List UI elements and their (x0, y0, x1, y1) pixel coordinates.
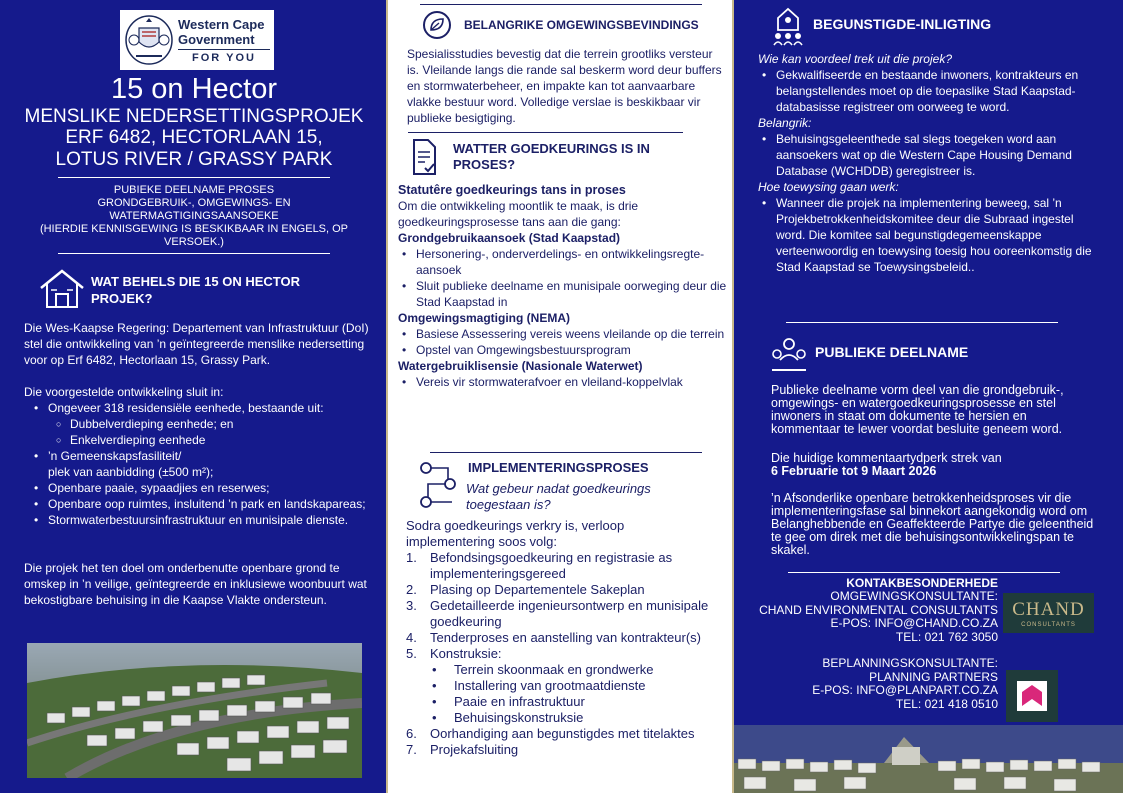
step-number: 6. (406, 726, 417, 741)
logo-line1: Western Cape (178, 17, 265, 32)
participation-heading: PUBLIEKE DEELNAME (815, 344, 969, 360)
beneficiary-q3: Hoe toewysing gaan werk: (758, 180, 899, 194)
divider (58, 177, 330, 178)
chand-logo (1003, 593, 1094, 633)
statutory-text: Om die ontwikkeling moontlik te maak, is drie goedkeuringsprosesse tans aan die gang: (398, 199, 639, 229)
list-item: ○ Enkelverdieping eenhede (30, 432, 370, 448)
item-line: plek van aanbidding (±500 m²); (48, 465, 214, 479)
notice-line-5: VERSOEK.) (164, 236, 224, 248)
env-text: Spesialisstudies bevestig dat die terrein grootliks versteur is. Vleilande langs die rande sal beskerm word deur buffers en stormwaterbeheer, en impakte kan tot aanvaarbare vlakke bestuur word. Volledige verslae is beskikbaar vir publieke besigtiging. (407, 47, 722, 125)
list-item (406, 550, 726, 582)
list-item: ○ Dubbelverdieping eenhede; en (30, 416, 370, 432)
water-heading: Watergebruiklisensie (Nasionale Waterwet) (398, 359, 643, 373)
statutory-heading: Statutêre goedkeurings tans in proses (398, 183, 626, 197)
page-title: 15 on Hector (110, 73, 278, 105)
implementation-question: Wat gebeur nadat goedkeurings toegestaan is? (466, 481, 651, 512)
plan-name: PLANNING PARTNERS (869, 669, 998, 684)
divider (58, 253, 330, 254)
coat-of-arms-icon (124, 14, 174, 66)
env-role: OMGEWINGSKONSULTANTE: (830, 589, 998, 603)
list-item (406, 598, 726, 630)
wcg-logo (120, 10, 274, 70)
subtitle-line-3: LOTUS RIVER / GRASSY PARK (55, 149, 333, 170)
list-item: • Paaie en infrastruktuur (406, 694, 726, 710)
people-group-icon (772, 6, 804, 46)
list-item: • Behuisingskonstruksie (406, 710, 726, 726)
list-item: • Stormwaterbestuursinfrastruktuur en munisipale dienste. (30, 512, 370, 528)
env-tel: TEL: 021 762 3050 (895, 629, 998, 644)
logo-line3: FOR YOU (178, 49, 270, 64)
list-item: • Hersonering-, onderverdelings- en ontwikkelingsregte-aansoek (398, 246, 728, 278)
process-flow-icon (418, 460, 458, 510)
implementation-intro: Sodra goedkeurings verkry is, verloop implementering soos volg: (406, 518, 625, 549)
list-item: • Openbare oop ruimtes, insluitend ’n park en landskapareas; (30, 496, 370, 512)
left-panel (0, 0, 388, 793)
implementation-heading: IMPLEMENTERINGSPROSES (468, 460, 649, 475)
list-item: • Sluit publieke deelname en munisipale oorweging deur die Stad Kaapstad in (398, 278, 728, 310)
list-item: • Gekwalifiseerde en bestaande inwoners, kontrakteurs en belangstellendes moet op die toepaslike Stad Kaapstad-databasisse registreer om oorweeg te word. (758, 67, 1098, 115)
step-number: 4. (406, 630, 417, 645)
project-heading-line-2: PROJEK? (91, 291, 153, 306)
approvals-heading-line-2: PROSES? (453, 157, 516, 172)
chand-logo-sub: CONSULTANTS (1021, 622, 1076, 628)
step-text: Tenderproses en aanstelling van kontrakteur(s) (430, 630, 701, 645)
divider (408, 132, 683, 133)
list-item (406, 630, 726, 646)
list-item: • Terrein skoonmaak en grondwerke (406, 662, 726, 678)
middle-panel (388, 0, 734, 793)
step-text: Gedetailleerde ingenieursontwerp en munisipale goedkeuring (430, 598, 709, 629)
step-text: Befondsingsgoedkeuring en registrasie as implementeringsgereed (430, 550, 673, 581)
list-item: • Wanneer die projek na implementering beweeg, sal ’n Projekbetrokkenheidskomitee deur die Subraad ingestel word. Die komitee sal begunstigdegemeenskappe verteenwoordig en toewysing toesig hou ooreenkomstig die Stad Kaapstad se Toewysingsbeleid.. (758, 195, 1098, 275)
subtitle-line-1: MENSLIKE NEDERSETTINGSPROJEK (24, 106, 364, 127)
divider (788, 572, 1060, 573)
notice-line-3: WATERMAGTIGINGSAANSOEKE (109, 210, 279, 222)
implementation-steps (406, 550, 726, 758)
list-item (406, 726, 726, 742)
step-text: Oorhandiging aan begunstigdes met titelaktes (430, 726, 695, 741)
participation-text-1: Publieke deelname vorm deel van die grondgebruik-, omgewings- en watergoedkeuringsprosesse en stel inwoners in staat om dokumente te hersien en kommentaar te lewer voordat besluite geneem word. (771, 383, 1064, 436)
project-list-intro: Die voorgestelde ontwikkeling sluit in: (24, 385, 224, 399)
planning-partners-logo-icon (1006, 670, 1058, 722)
contacts-heading: KONTAKBESONDERHEDE (846, 576, 998, 590)
list-item: • Vereis vir stormwaterafvoer en vleiland-koppelvlak (398, 374, 728, 390)
notice-line-2: GRONDGEBRUIK-, OMGEWINGS- EN (97, 197, 291, 209)
list-item (406, 742, 726, 758)
step-text: Konstruksie: (430, 646, 502, 661)
participation-text-2: Die huidige kommentaartydperk strek van (771, 451, 1002, 465)
planning-consultant (744, 657, 998, 711)
env-name: CHAND ENVIRONMENTAL CONSULTANTS (759, 602, 998, 617)
beneficiary-q1: Wie kan voordeel trek uit die projek? (758, 52, 952, 66)
approvals-body (398, 182, 728, 390)
housing-render-image (734, 725, 1123, 793)
step-number: 1. (406, 550, 417, 565)
land-use-heading: Grondgebruikaansoek (Stad Kaapstad) (398, 231, 621, 245)
env-email[interactable]: E-POS: INFO@CHAND.CO.ZA (830, 616, 998, 630)
list-item: • Installering van grootmaatdienste (406, 678, 726, 694)
comment-period: 6 Februarie tot 9 Maart 2026 (771, 464, 937, 478)
beneficiary-q2: Belangrik: (758, 116, 812, 130)
plan-email[interactable]: E-POS: INFO@PLANPART.CO.ZA (812, 683, 998, 697)
participation-text-3: ’n Afsonderlike openbare betrokkenheidsproses vir die implementeringsfase sal binnekort aangekondig word om Belanghebbende en Geaffekteerde Partye die geleentheid te gee om direk met die behuisingsontwikkelingspan te skakel. (771, 491, 1094, 557)
project-intro: Die Wes-Kaapse Regering: Departement van Infrastruktuur (DoI) stel die ontwikkeling van ’n geïntegreerde menslike nedersetting voor op Erf 6482, Hectorlaan 15, Grassy Park. (24, 321, 369, 367)
env-heading: BELANGRIKE OMGEWINGSBEVINDINGS (464, 18, 699, 32)
step-text: Plasing op Departementele Sakeplan (430, 582, 645, 597)
leaf-badge-icon (422, 10, 452, 40)
list-item: • Basiese Assessering vereis weens vleilande op die terrein (398, 326, 728, 342)
chand-logo-text: CHAND (1012, 599, 1085, 620)
project-closing: Die projek het ten doel om onderbenutte openbare grond te omskep in ’n veilige, geïntegreerde en inklusiewe woonbuurt wat bekostigbare behuising in die Kaapse Vlakte ondersteun. (24, 561, 367, 607)
logo-line2: Government (178, 32, 255, 47)
notice-line-1: PUBIEKE DEELNAME PROSES (113, 184, 275, 196)
project-heading-line-1: WAT BEHELS DIE 15 ON HECTOR (91, 274, 300, 289)
list-item: • Ongeveer 318 residensiële eenhede, bestaande uit: (30, 400, 370, 416)
step-text: Projekafsluiting (430, 742, 519, 757)
meeting-people-icon (770, 336, 808, 372)
env-consultant (744, 590, 998, 644)
subtitle-line-2: ERF 6482, HECTORLAAN 15, (65, 127, 323, 148)
divider (786, 322, 1058, 323)
divider (430, 452, 702, 453)
step-number: 5. (406, 646, 417, 661)
list-item: • Openbare paaie, sypaadjies en reserwes; (30, 480, 370, 496)
right-panel (734, 0, 1123, 793)
document-check-icon (410, 138, 438, 176)
notice-line-4: (HIERDIE KENNISGEWING IS BESKIKBAAR IN ENGELS, OP (39, 223, 349, 235)
beneficiary-heading: BEGUNSTIGDE-INLIGTING (813, 16, 992, 32)
divider (420, 4, 702, 5)
project-list (30, 400, 370, 528)
development-render-image (27, 643, 362, 778)
plan-tel: TEL: 021 418 0510 (895, 696, 998, 711)
list-item (30, 448, 370, 480)
list-item: • Opstel van Omgewingsbestuursprogram (398, 342, 728, 358)
list-item: • Behuisingsgeleenthede sal slegs toegeken word aan aansoekers wat op die Western Cape Housing Demand Database (WCHDDB) geregistreer is. (758, 131, 1098, 179)
step-number: 3. (406, 598, 417, 613)
env-approval-heading: Omgewingsmagtiging (NEMA) (398, 311, 570, 325)
item-line: ’n Gemeenskapsfasiliteit/ (48, 449, 182, 463)
approvals-heading-line-1: WATTER GOEDKEURINGS IS IN (453, 141, 650, 156)
step-number: 7. (406, 742, 417, 757)
list-item (406, 582, 726, 598)
house-icon (38, 268, 86, 310)
step-number: 2. (406, 582, 417, 597)
plan-role: BEPLANNINGSKONSULTANTE: (822, 656, 998, 670)
list-item (406, 646, 726, 662)
beneficiary-body (758, 51, 1098, 275)
